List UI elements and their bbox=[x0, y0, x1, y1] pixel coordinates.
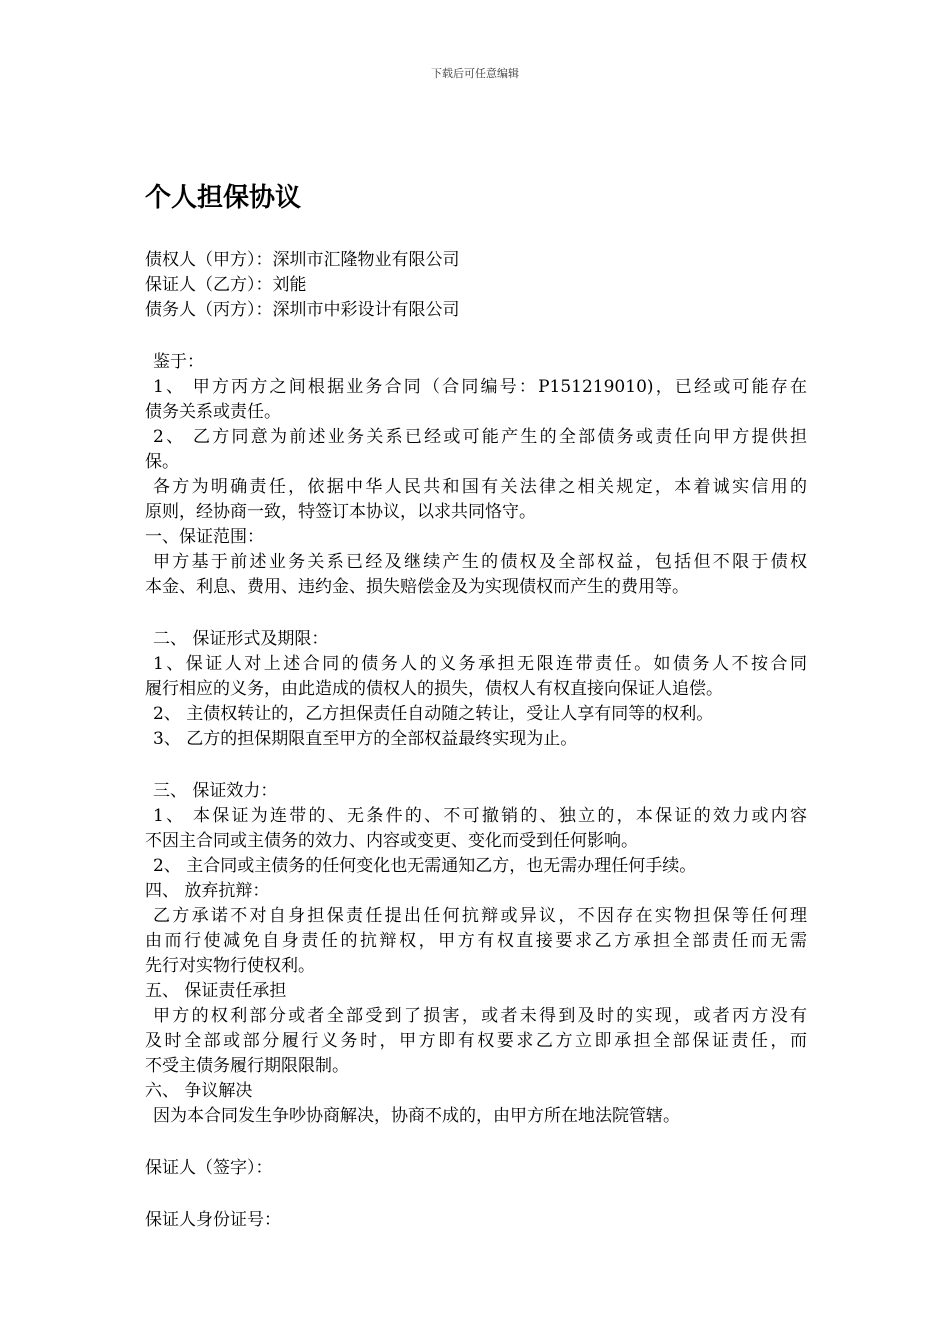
section-5-line-1: 甲方的权利部分或者全部受到了损害，或者未得到及时的实现，或者丙方没有 bbox=[153, 1006, 807, 1026]
spacer bbox=[145, 752, 807, 779]
document-title: 个人担保协议 bbox=[145, 183, 302, 213]
whereas-item-1-line-2: 债务关系或责任。 bbox=[145, 402, 281, 422]
section-6-line-1: 因为本合同发生争吵协商解决，协商不成的，由甲方所在地法院管辖。 bbox=[153, 1106, 680, 1126]
party-guarantor: 保证人（乙方）：刘能 bbox=[145, 275, 307, 295]
section-1-heading: 一、保证范围： bbox=[145, 527, 264, 547]
section-2-item-1-line-2: 履行相应的义务，由此造成的债权人的损失，债权人有权直接向保证人追偿。 bbox=[145, 679, 723, 699]
spacer bbox=[145, 323, 807, 350]
section-4-heading: 四、 放弃抗辩： bbox=[145, 881, 270, 901]
spacer bbox=[145, 1129, 807, 1156]
section-1-line-1: 甲方基于前述业务关系已经及继续产生的债权及全部权益，包括但不限于债权 bbox=[153, 552, 807, 572]
section-5-line-2: 及时全部或部分履行义务时，甲方即有权要求乙方立即承担全部保证责任，而 bbox=[145, 1031, 807, 1051]
section-1-line-2: 本金、利息、费用、违约金、损失赔偿金及为实现债权而产生的费用等。 bbox=[145, 577, 689, 597]
whereas-item-2-line-1: 2、 乙方同意为前述业务关系已经或可能产生的全部债务或责任向甲方提供担 bbox=[153, 427, 807, 447]
whereas-heading: 鉴于： bbox=[153, 352, 204, 372]
section-3-item-2: 2、 主合同或主债务的任何变化也无需通知乙方，也无需办理任何手续。 bbox=[153, 856, 697, 876]
section-2-item-3: 3、 乙方的担保期限直至甲方的全部权益最终实现为止。 bbox=[153, 729, 578, 749]
section-6-heading: 六、 争议解决 bbox=[145, 1081, 253, 1101]
party-debtor: 债务人（丙方）：深圳市中彩设计有限公司 bbox=[145, 300, 460, 320]
section-5-line-3: 不受主债务履行期限限制。 bbox=[145, 1056, 349, 1076]
header-note: 下载后可任意编辑 bbox=[431, 67, 519, 80]
guarantor-id-label: 保证人身份证号： bbox=[145, 1210, 281, 1230]
section-3-item-1-line-1: 1、 本保证为连带的、无条件的、不可撤销的、独立的，本保证的效力或内容 bbox=[153, 806, 807, 826]
spacer bbox=[145, 1181, 807, 1208]
section-3-item-1-line-2: 不因主合同或主债务的效力、内容或变更、变化而受到任何影响。 bbox=[145, 831, 638, 851]
whereas-intro-line-1: 各方为明确责任，依据中华人民共和国有关法律之相关规定，本着诚实信用的 bbox=[153, 477, 807, 497]
whereas-item-1-line-1: 1、 甲方丙方之间根据业务合同（合同编号：P151219010)，已经或可能存在 bbox=[153, 377, 807, 397]
whereas-item-2-line-2: 保。 bbox=[145, 452, 179, 472]
section-4-line-1: 乙方承诺不对自身担保责任提出任何抗辩或异议，不因存在实物担保等任何理 bbox=[153, 906, 807, 926]
section-3-heading: 三、 保证效力： bbox=[153, 781, 278, 801]
party-creditor: 债权人（甲方）：深圳市汇隆物业有限公司 bbox=[145, 250, 460, 270]
document-body bbox=[145, 248, 807, 1233]
section-2-item-1-line-1: 1、保证人对上述合同的债务人的义务承担无限连带责任。如债务人不按合同 bbox=[153, 654, 807, 674]
section-4-line-3: 先行对实物行使权利。 bbox=[145, 956, 315, 976]
guarantor-signature-label: 保证人（签字）： bbox=[145, 1158, 273, 1178]
spacer bbox=[145, 600, 807, 627]
section-4-line-2: 由而行使减免自身责任的抗辩权，甲方有权直接要求乙方承担全部责任而无需 bbox=[145, 931, 807, 951]
section-2-heading: 二、 保证形式及期限： bbox=[153, 629, 329, 649]
section-2-item-2: 2、 主债权转让的，乙方担保责任自动随之转让，受让人享有同等的权利。 bbox=[153, 704, 714, 724]
section-5-heading: 五、 保证责任承担 bbox=[145, 981, 287, 1001]
whereas-intro-line-2: 原则，经协商一致，特签订本协议，以求共同恪守。 bbox=[145, 502, 536, 522]
